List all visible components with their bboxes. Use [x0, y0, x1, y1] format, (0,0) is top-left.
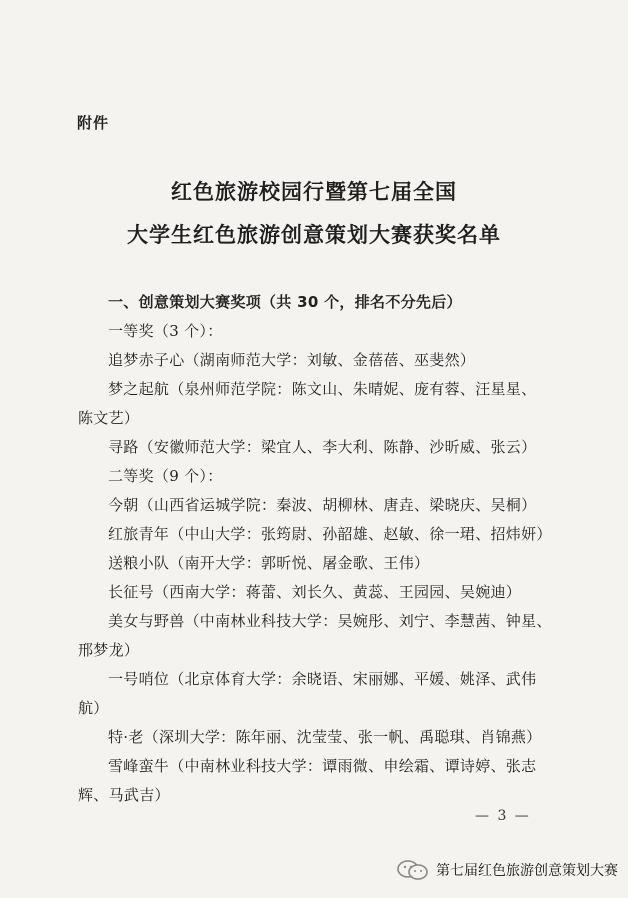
award-line: 送粮小队（南开大学：郭昕悦、屠金歌、王伟）: [108, 554, 430, 572]
award-line: 寻路（安徽师范大学：梁宜人、李大利、陈静、沙昕威、张云）: [108, 438, 537, 456]
page-number: — 3 —: [475, 808, 531, 824]
award-line: 追梦赤子心（湖南师范大学：刘敏、金蓓蓓、巫斐然）: [108, 351, 476, 369]
document-title-line-1: 红色旅游校园行暨第七届全国: [171, 180, 457, 204]
award-line: 雪峰蛮牛（中南林业科技大学：谭雨微、申绘霜、谭诗婷、张志: [108, 757, 537, 775]
second-prize-heading: 二等奖（9 个）：: [108, 467, 223, 485]
first-prize-heading: 一等奖（3 个）：: [108, 322, 223, 340]
award-line-continued: 航）: [78, 699, 109, 717]
award-line: 一号哨位（北京体育大学：余晓语、宋丽娜、平媛、姚泽、武伟: [108, 670, 537, 688]
award-line: 梦之起航（泉州师范学院：陈文山、朱晴妮、庞有蓉、汪星星、: [108, 380, 537, 398]
wechat-watermark: [396, 857, 618, 883]
attachment-label: 附件: [77, 114, 110, 132]
award-line-continued: 邢梦龙）: [78, 641, 140, 659]
award-line: 长征号（西南大学：蒋蕾、刘长久、黄蕊、王园园、吴婉迪）: [108, 583, 522, 601]
watermark-text: 第七届红色旅游创意策划大赛: [436, 863, 618, 879]
award-line: 红旅青年（中山大学：张筠尉、孙韶雄、赵敏、徐一珺、招炜妍）: [108, 525, 552, 543]
document-title-line-2: 大学生红色旅游创意策划大赛获奖名单: [127, 223, 501, 247]
award-line-continued: 陈文艺）: [78, 409, 140, 427]
award-line: 今朝（山西省运城学院：秦波、胡柳林、唐垚、梁晓庆、吴桐）: [108, 496, 537, 514]
document-body: [78, 288, 552, 810]
section-heading: 一、创意策划大赛奖项（共 30 个，排名不分先后）: [108, 293, 462, 311]
award-line: 特·老（深圳大学：陈年丽、沈莹莹、张一帆、禹聪琪、肖锦燕）: [108, 728, 542, 746]
award-line: 美女与野兽（中南林业科技大学：吴婉彤、刘宁、李慧茜、钟星、: [108, 612, 552, 630]
award-line-continued: 辉、马武吉）: [78, 786, 170, 804]
wechat-icon: [396, 859, 430, 881]
